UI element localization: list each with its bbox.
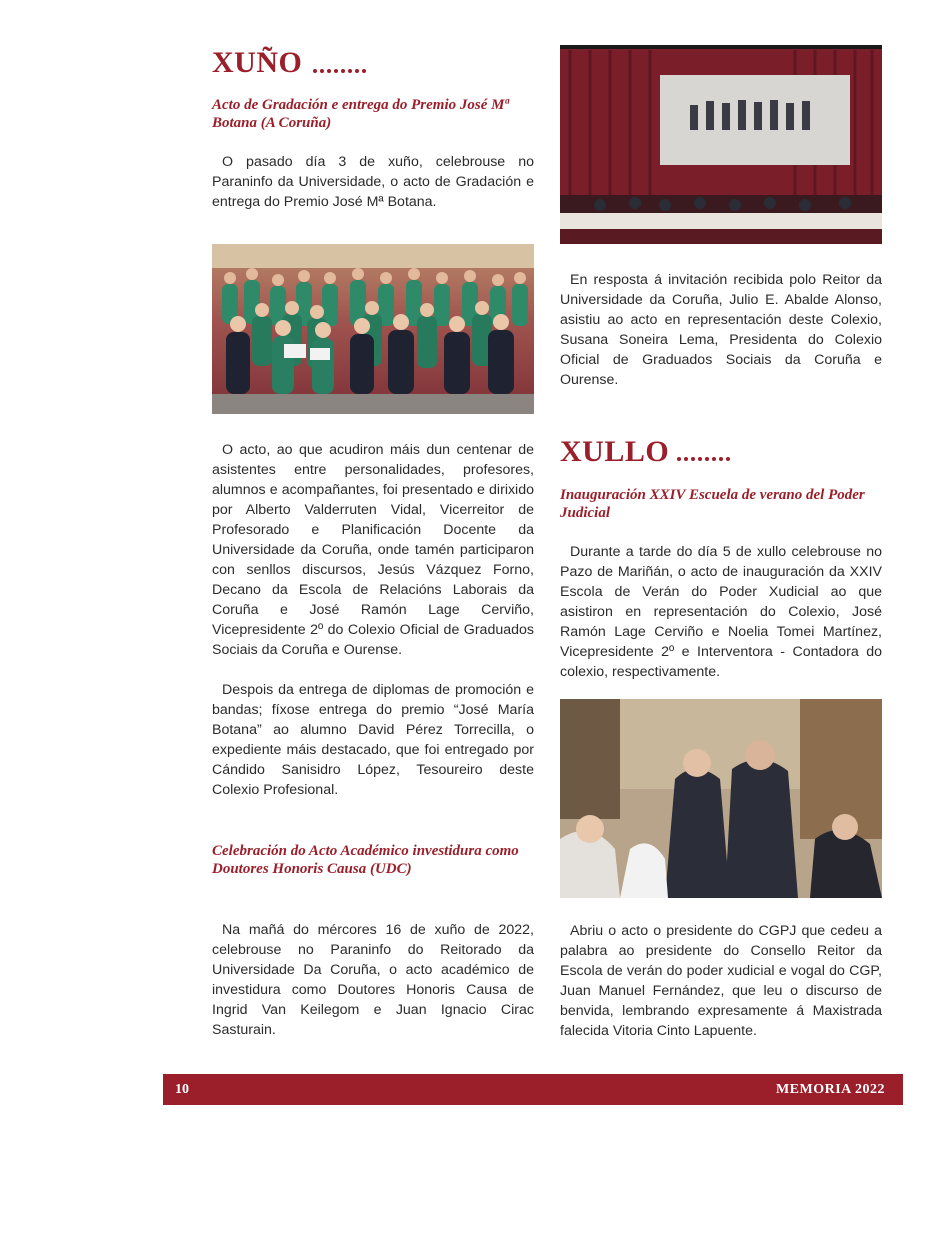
- paragraph-graduation-intro: O pasado día 3 de xuño, celebrouse no Paraninfo da Universidade, o acto de Gradación e entrega do Premio José Mª Botana.: [212, 154, 534, 210]
- paragraph-graduation-award: Despois da entrega de diplomas de promoción e bandas; fíxose entrega do premio “José María Botana” ao alumno David Pérez Torrecilla, o expediente máis destacado, que foi entregado por Cándido Sanisidro López, Tesoureiro deste Colexio Profesional.: [212, 682, 534, 798]
- paragraph-cgpj-opening: Abriu o acto o presidente do CGPJ que cedeu a palabra ao presidente do Consello Reitor da Escola de verán do poder xudicial e vogal do CGP, Juan Manuel Fernández, que leu o discurso de benvida, lembrando expresamente á Maxistrada falecida Vitoria Cinto Lapuente.: [560, 923, 882, 1039]
- decorative-dots: [677, 448, 733, 454]
- page-number: 10: [175, 1082, 189, 1097]
- paragraph-reitor-invitation: En resposta á invitación recibida polo Reitor da Universidade da Coruña, Julio E. Abalde Alonso, asistiu ao acto en representación deste Colexio, Susana Soneira Lema, Presidenta do Colexio Oficial de Graduados Sociais da Coruña e Ourense.: [560, 272, 882, 388]
- section-heading-honoris-causa: Celebración do Acto Académico investidura como Doutores Honoris Causa (UDC): [212, 843, 519, 877]
- paragraph-honoris-causa: Na mañá do mércores 16 de xuño de 2022, celebrouse no Paraninfo do Reitorado da Universidade Da Coruña, o acto académico de investidura como Doutores Honoris Causa de Ingrid Van Keilegom e Juan Ignacio Cirac Sasturain.: [212, 922, 534, 1038]
- month-title-xuno: XUÑO: [212, 46, 303, 79]
- honoris-causa-auditorium-photo: [560, 45, 882, 244]
- paragraph-summer-school: Durante a tarde do día 5 de xullo celebrouse no Pazo de Mariñán, o acto de inauguración da XXIV Escola de Verán do Poder Xudicial ao que asistiron en representación do Colexio, José Ramón Lage Cerviño e Noelia Tomei Martínez, Vicepresidente 2º e Interventora - Contadora do colexio, respectivamente.: [560, 544, 882, 680]
- decorative-dots: [313, 60, 369, 66]
- graduation-group-photo: [212, 244, 534, 414]
- section-heading-graduation: Acto de Gradación e entrega do Premio José Mª Botana (A Coruña): [212, 97, 509, 131]
- section-heading-summer-school: Inauguración XXIV Escuela de verano del Poder Judicial: [560, 487, 865, 521]
- page-footer: [163, 1074, 903, 1105]
- month-title-xullo: XULLO: [560, 435, 670, 468]
- paragraph-graduation-details: O acto, ao que acudiron máis dun centenar de asistentes entre personalidades, profesores, alumnos e acompañantes, foi presentado e dirixido por Alberto Valderruten Vidal, Vicerreitor de Profesorado e Planificación Docente da Universidade da Coruña, onde tamén participaron con senllos discursos, Jesús Vázquez Forno, Decano da Escola de Relacións Laborais da Coruña e José Ramón Lage Cerviño, Vicepresidente 2º do Colexio Oficial de Graduados Sociais da Coruña e Ourense.: [212, 442, 534, 658]
- publication-title: MEMORIA 2022: [775, 1082, 885, 1097]
- summer-school-event-photo: [560, 699, 882, 898]
